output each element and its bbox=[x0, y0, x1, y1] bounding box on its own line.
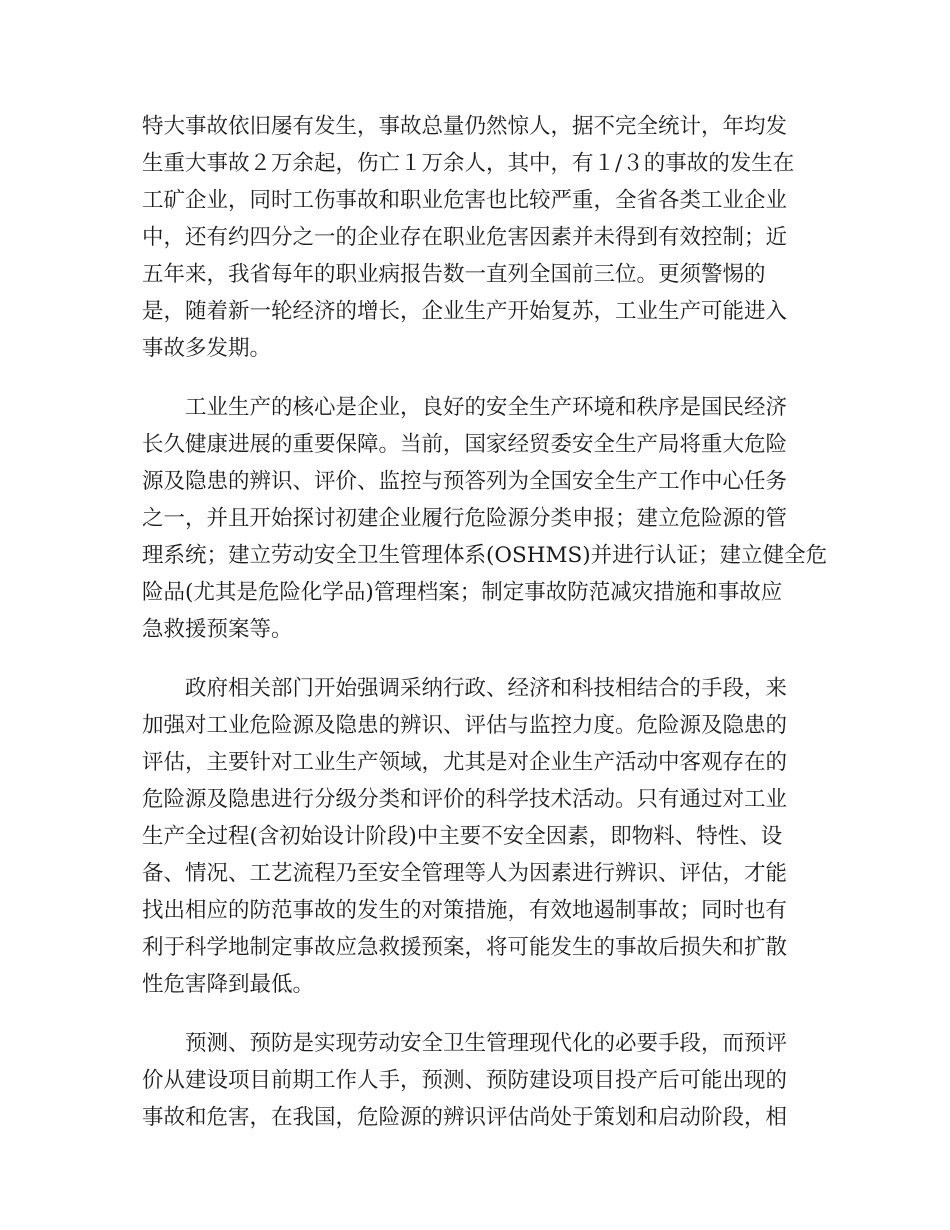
text-line: 工矿企业，同时工伤事故和职业危害也比较严重，全省各类工业企业 bbox=[142, 188, 788, 213]
text-line: 工业生产的核心是企业，良好的安全生产环境和秩序是国民经济 bbox=[185, 395, 788, 420]
text-line: 理系统；建立劳动安全卫生管理体系(OSHMS)并进行认证；建立健全危 bbox=[142, 543, 828, 568]
text-line: 价从建设项目前期工作人手，预测、预防建设项目投产后可能出现的 bbox=[142, 1068, 788, 1093]
text-line: 生产全过程(含初始设计阶段)中主要不安全因素，即物料、特性、设 bbox=[142, 824, 783, 849]
text-line: 危险源及隐患进行分级分类和评价的科学技术活动。只有通过对工业 bbox=[142, 787, 788, 812]
text-line: 事故和危害，在我国，危险源的辨识评估尚处于策划和启动阶段，相 bbox=[142, 1105, 788, 1130]
paragraph-2 bbox=[142, 389, 828, 648]
text-line: 五年来，我省每年的职业病报告数一直列全国前三位。更须警惕的 bbox=[142, 262, 766, 287]
text-line: 特大事故依旧屡有发生，事故总量仍然惊人，据不完全统计，年均发 bbox=[142, 114, 788, 139]
paragraph-4 bbox=[142, 1025, 807, 1136]
text-line: 事故多发期。 bbox=[142, 336, 272, 361]
text-line: 性危害降到最低。 bbox=[142, 972, 315, 997]
text-line: 政府相关部门开始强调采纳行政、经济和科技相结合的手段，来 bbox=[185, 676, 788, 701]
paragraph-1 bbox=[142, 108, 807, 367]
text-line: 预测、预防是实现劳动安全卫生管理现代化的必要手段，而预评 bbox=[185, 1031, 788, 1056]
text-line: 生重大事故２万余起，伤亡１万余人，其中，有１/３的事故的发生在 bbox=[142, 151, 795, 176]
text-line: 中，还有约四分之一的企业存在职业危害因素并未得到有效控制；近 bbox=[142, 225, 788, 250]
text-line: 是，随着新一轮经济的增长，企业生产开始复苏，工业生产可能进入 bbox=[142, 299, 788, 324]
paragraph-3 bbox=[142, 670, 807, 1003]
document-body bbox=[142, 108, 828, 1158]
text-line: 源及隐患的辨识、评价、监控与预答列为全国安全生产工作中心任务 bbox=[142, 469, 788, 494]
text-line: 急救援预案等。 bbox=[142, 617, 293, 642]
text-line: 备、情况、工艺流程乃至安全管理等人为因素进行辨识、评估，才能 bbox=[142, 861, 788, 886]
text-line: 评估，主要针对工业生产领域，尤其是对企业生产活动中客观存在的 bbox=[142, 750, 788, 775]
text-line: 利于科学地制定事故应急救援预案，将可能发生的事故后损失和扩散 bbox=[142, 935, 788, 960]
text-line: 险品(尤其是危险化学品)管理档案；制定事故防范减灾措施和事故应 bbox=[142, 580, 783, 605]
text-line: 加强对工业危险源及隐患的辨识、评估与监控力度。危险源及隐患的 bbox=[142, 713, 788, 738]
text-line: 之一，并且开始探讨初建企业履行危险源分类申报；建立危险源的管 bbox=[142, 506, 788, 531]
text-line: 长久健康进展的重要保障。当前，国家经贸委安全生产局将重大危险 bbox=[142, 432, 788, 457]
text-line: 找出相应的防范事故的发生的对策措施，有效地遏制事故；同时也有 bbox=[142, 898, 788, 923]
